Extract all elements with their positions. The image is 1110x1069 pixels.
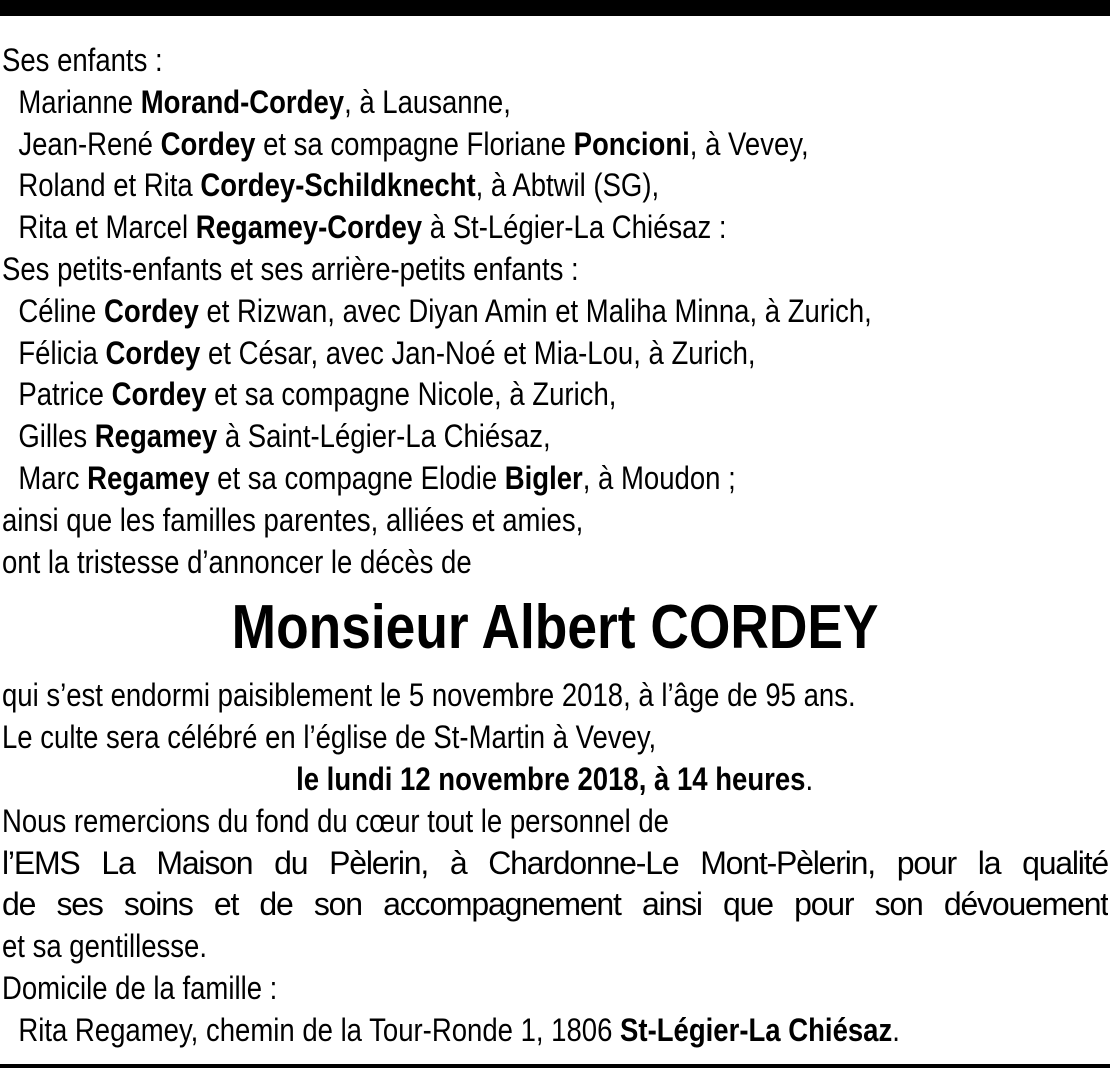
child-location: , à Vevey, [689,125,809,162]
families-line: ainsi que les familles parentes, alliées et amies, [2,501,584,538]
child-surname: Regamey-Cordey [195,209,423,246]
service-date-line [2,759,1108,801]
grandchild-surname: Cordey [104,292,199,329]
domicile-period: . [892,1011,900,1048]
service-date: le lundi 12 novembre 2018, à 14 heures [296,760,806,797]
thanks-line: l’EMS La Maison du Pèlerin, à Chardonne-Le Mont-Pèlerin, pour la qualité [2,844,1108,881]
announce-line: ont la tristesse d’annoncer le décès de [2,543,472,580]
thanks-line: et sa gentillesse. [2,928,207,965]
deceased-name-text: Monsieur Albert CORDEY [231,593,879,663]
grandchild-details: à Saint-Légier-La Chiésaz, [217,418,551,455]
thanks-line: Nous remercions du fond du cœur tout le personnel de [2,802,669,839]
grandchild-line [2,416,953,458]
grandchild-first-name: Félicia [18,334,106,371]
thanks-line: de ses soins et de son accompagnement ainsi que pour son dévouement [2,886,1108,923]
child-surname: Cordey [160,125,256,162]
child-location: , à Abtwil (SG), [475,167,660,204]
domicile-street: Rita Regamey, chemin de la Tour-Ronde 1, 1806 [18,1011,621,1048]
child-first-name: Rita et Marcel [18,209,196,246]
grandchild-partner-surname: Bigler [504,459,583,496]
domicile-town: St-Légier-La Chiésaz [620,1011,893,1048]
grandchild-details: et sa compagne Nicole, à Zurich, [206,376,617,413]
child-line [2,165,953,207]
top-rule [0,0,1110,16]
child-first-name: Roland et Rita [18,167,201,204]
domicile-heading: Domicile de la famille : [2,969,278,1006]
grandchild-line [2,374,953,416]
service-date-period: . [805,760,814,797]
child-line [2,207,953,249]
service-line: Le culte sera célébré en l’église de St-Martin à Vevey, [2,719,657,756]
deceased-name [2,593,1108,663]
obituary-notice [2,40,1108,1052]
children-heading: Ses enfants : [2,42,163,78]
grandchild-first-name: Marc [18,459,88,496]
child-surname: Cordey-Schildknecht [200,167,476,204]
grandchild-line [2,291,953,333]
grandchild-line [2,333,953,375]
grandchild-surname: Regamey [87,459,210,496]
grandchild-details: et Rizwan, avec Diyan Amin et Maliha Minna, à Zurich, [198,292,872,329]
grandchild-partner-text: et sa compagne Elodie [209,459,505,496]
child-location: , à Lausanne, [344,83,511,120]
grandchild-first-name: Céline [18,292,105,329]
death-line: qui s’est endormi paisiblement le 5 novembre 2018, à l’âge de 95 ans. [2,677,856,714]
child-surname: Morand-Cordey [140,83,345,120]
grandchild-line [2,458,953,500]
grandchild-surname: Cordey [105,334,201,371]
grandchild-surname: Cordey [111,376,207,413]
child-line [2,124,953,166]
grandchild-details: et César, avec Jan-Noé et Mia-Lou, à Zurich, [200,334,756,371]
grandchild-first-name: Patrice [18,376,112,413]
bottom-rule [0,1064,1110,1068]
grandchild-details: , à Moudon ; [582,459,736,496]
child-location: à St-Légier-La Chiésaz : [422,209,727,246]
child-first-name: Jean-René [18,125,161,162]
child-partner-surname: Poncioni [573,125,690,162]
child-first-name: Marianne [18,83,141,120]
domicile-address [2,1010,953,1052]
child-line [2,82,953,124]
grandchild-surname: Regamey [94,418,218,455]
grandchildren-heading: Ses petits-enfants et ses arrière-petits enfants : [2,250,579,287]
grandchild-first-name: Gilles [18,418,95,455]
child-partner-text: et sa compagne Floriane [255,125,574,162]
